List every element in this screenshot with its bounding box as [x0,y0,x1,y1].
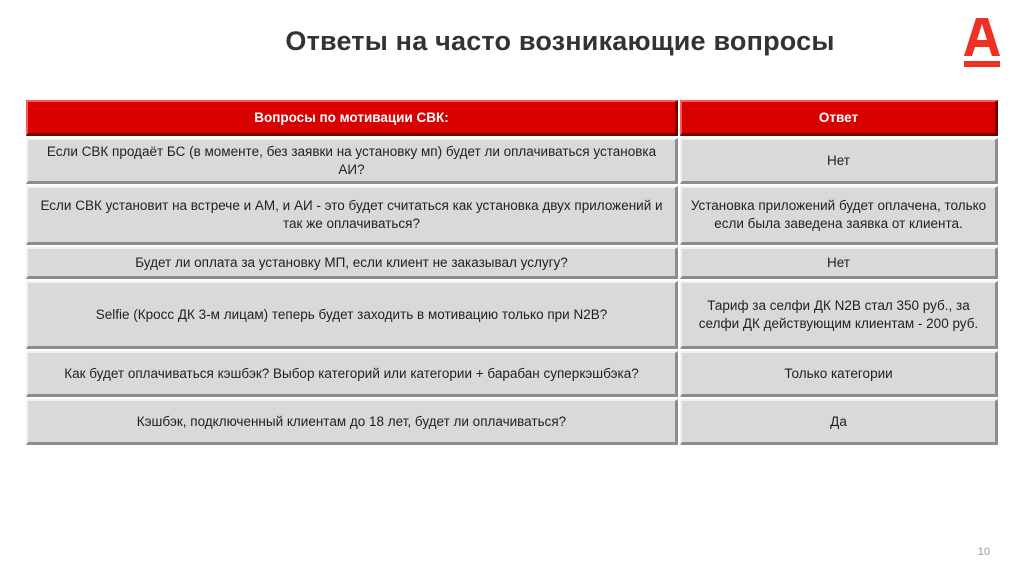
question-cell: Если СВК установит на встрече и АМ, и АИ - это будет считаться как установка двух приложений и так же оплачиваться? [26,186,678,245]
question-cell: Кэшбэк, подключенный клиентам до 18 лет, будет ли оплачиваться? [26,399,678,445]
table-row [26,399,1000,445]
table-row [26,351,1000,397]
alfa-bank-logo [962,14,1002,68]
question-cell: Если СВК продаёт БС (в моменте, без заявки на установку мп) будет ли оплачиваться установка АИ? [26,138,678,184]
question-cell: Как будет оплачиваться кэшбэк? Выбор категорий или категории + барабан суперкэшбэка? [26,351,678,397]
answer-cell: Нет [680,138,998,184]
table-row [26,281,1000,349]
answer-cell: Да [680,399,998,445]
question-cell: Selfie (Кросс ДК 3-м лицам) теперь будет заходить в мотивацию только при N2B? [26,281,678,349]
table-header-row [26,100,1000,136]
answer-cell: Установка приложений будет оплачена, только если была заведена заявка от клиента. [680,186,998,245]
answer-cell: Нет [680,247,998,279]
table-row [26,138,1000,184]
page-number: 10 [977,546,990,558]
table-row [26,186,1000,245]
question-cell: Будет ли оплата за установку МП, если клиент не заказывал услугу? [26,247,678,279]
header-questions: Вопросы по мотивации СВК: [26,100,678,136]
answer-cell: Тариф за селфи ДК N2B стал 350 руб., за селфи ДК действующим клиентам - 200 руб. [680,281,998,349]
table-row [26,247,1000,279]
answer-cell: Только категории [680,351,998,397]
header-answer: Ответ [680,100,998,136]
page-title: Ответы на часто возникающие вопросы [285,26,835,56]
